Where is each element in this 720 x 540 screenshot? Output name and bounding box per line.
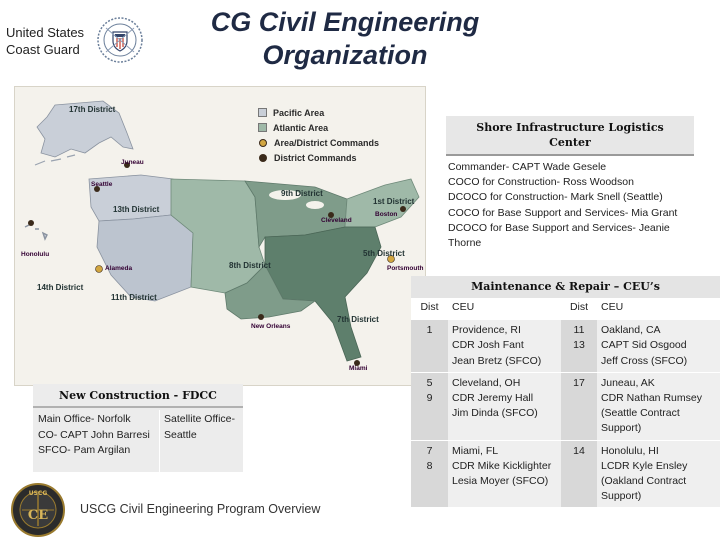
- table-row: [411, 372, 720, 440]
- nc-line: CO- CAPT John Barresi: [38, 428, 150, 441]
- district-label-17: 17th District: [69, 105, 116, 114]
- district-label-14: 14th District: [37, 283, 84, 292]
- shore-title-line-2: Center: [549, 136, 591, 149]
- ceu-cell: [597, 320, 720, 372]
- legend-label: District Commands: [274, 152, 357, 163]
- district-label-5: 5th District: [363, 249, 405, 258]
- map-legend: [258, 105, 423, 165]
- legend-label: Area/District Commands: [274, 137, 380, 148]
- column-header-dist: Dist: [561, 298, 597, 319]
- district-map: [14, 86, 426, 386]
- dist-value: 11 13: [573, 324, 585, 352]
- shore-staff-line: Commander- CAPT Wade Gesele: [448, 161, 607, 173]
- city-label-seattle: Seattle: [91, 181, 113, 188]
- ceu-sfco: Lesia Moyer (SFCO): [452, 475, 549, 488]
- district-label-7: 7th District: [337, 315, 379, 324]
- ceu-commander: LCDR Kyle Ensley: [601, 459, 688, 472]
- ceu-location: Juneau, AK: [601, 376, 655, 389]
- maintenance-repair-table: [411, 298, 720, 507]
- legend-item-area-district: [258, 135, 423, 150]
- ceu-commander: CDR Jeremy Hall: [452, 392, 534, 405]
- city-label-portsmouth: Portsmouth: [387, 265, 424, 272]
- dist-cell: [561, 373, 597, 440]
- dist-value: 17: [573, 376, 585, 389]
- ceu-commander: CDR Nathan Rumsey: [601, 392, 702, 405]
- district-command-dot-icon: [259, 154, 267, 162]
- legend-item-district: [258, 150, 423, 165]
- city-label-juneau: Juneau: [121, 159, 144, 166]
- ceu-cell: [448, 373, 561, 440]
- nc-line: SFCO- Pam Argilan: [38, 444, 131, 456]
- maintenance-repair-header: Maintenance & Repair – CEU’s: [411, 276, 720, 298]
- coast-guard-seal-icon: [96, 16, 144, 64]
- city-label-miami: Miami: [349, 365, 368, 372]
- shore-title-line-1: Shore Infrastructure Logistics: [476, 121, 664, 134]
- new-construction-divider: [159, 410, 160, 472]
- district-label-9: 9th District: [281, 189, 323, 198]
- shore-infrastructure-header: [446, 116, 694, 156]
- ceu-commander: CDR Josh Fant: [452, 339, 524, 352]
- legend-item-atlantic: [258, 120, 423, 135]
- page-title: [150, 6, 540, 72]
- ceu-sfco: Jean Bretz (SFCO): [452, 354, 542, 367]
- ceu-location: Oakland, CA: [601, 324, 661, 337]
- dist-cell: [411, 441, 448, 508]
- dist-cell: [561, 320, 597, 372]
- table-row: [411, 319, 720, 372]
- district-label-11: 11th District: [111, 293, 157, 302]
- dot-new-orleans: [258, 314, 264, 320]
- page-title-line-1: CG Civil Engineering: [210, 7, 480, 37]
- ceu-location: Miami, FL: [452, 444, 499, 457]
- civil-engineering-logo-icon: [10, 482, 66, 538]
- footer-program-title: USCG Civil Engineering Program Overview: [80, 502, 321, 516]
- dist-cell: [411, 320, 448, 372]
- city-label-honolulu: Honolulu: [21, 251, 50, 258]
- dist-value: 5 9: [426, 376, 433, 405]
- new-construction-satellite-office: Satellite Office- Seattle: [164, 413, 236, 441]
- city-label-boston: Boston: [375, 211, 398, 218]
- shore-infrastructure-staff-list: [448, 160, 688, 251]
- shore-staff-line: COCO for Base Support and Services- Mia Grant: [448, 206, 678, 219]
- column-header-ceu: CEU: [448, 298, 561, 319]
- ceu-cell: [597, 373, 720, 440]
- dot-alameda: [96, 266, 103, 273]
- ceu-sfco: Jeff Cross (SFCO): [601, 354, 688, 367]
- shore-staff-line: DCOCO for Construction- Mark Snell (Seattle): [448, 191, 663, 204]
- pacific-swatch-icon: [258, 108, 267, 117]
- area-command-dot-icon: [259, 139, 267, 147]
- table-row: [411, 440, 720, 508]
- region-southwest: [97, 215, 193, 301]
- org-name-line-1: United States: [6, 25, 85, 40]
- dist-value: 7 8: [426, 444, 433, 472]
- dot-honolulu: [28, 220, 34, 226]
- dot-boston: [400, 206, 406, 212]
- ceu-cell: [448, 441, 561, 508]
- dist-cell: [411, 373, 448, 440]
- district-label-8: 8th District: [229, 261, 271, 270]
- dist-value: 1: [426, 324, 433, 337]
- org-name-line-2: Coast Guard: [6, 42, 80, 57]
- logo-center-text: CE: [27, 508, 49, 523]
- column-header-dist: Dist: [411, 298, 448, 319]
- atlantic-swatch-icon: [258, 123, 267, 132]
- legend-label: Atlantic Area: [273, 122, 329, 133]
- ceu-cell: [597, 441, 720, 508]
- city-label-alameda: Alameda: [105, 265, 133, 272]
- dist-value: 14: [573, 444, 585, 457]
- shore-staff-line: DCOCO for Base Support and Services- Jeanie Thorne: [448, 221, 670, 250]
- legend-item-pacific: [258, 105, 423, 120]
- column-header-ceu: CEU: [597, 298, 720, 319]
- ceu-cell: [448, 320, 561, 372]
- logo-top-text: USCG: [28, 490, 48, 497]
- region-hawaii: [25, 225, 47, 239]
- page-title-line-2: Organization: [262, 40, 428, 70]
- shore-staff-line: COCO for Construction- Ross Woodson: [448, 176, 634, 189]
- legend-label: Pacific Area: [273, 107, 325, 118]
- city-label-new-orleans: New Orleans: [251, 323, 291, 330]
- city-label-cleveland: Cleveland: [321, 217, 352, 224]
- district-label-1: 1st District: [373, 197, 415, 206]
- nc-line: Main Office- Norfolk: [38, 413, 131, 425]
- ceu-location: Providence, RI: [452, 324, 521, 337]
- ceu-support: (Oakland Contract Support): [601, 475, 687, 503]
- ceu-location: Cleveland, OH: [452, 376, 521, 389]
- ceu-support: (Seattle Contract Support): [601, 407, 680, 435]
- ceu-location: Honolulu, HI: [601, 444, 659, 457]
- district-label-13: 13th District: [113, 205, 160, 214]
- new-construction-main-office: [38, 412, 156, 459]
- region-southeast: [265, 227, 381, 361]
- organization-name: [6, 24, 96, 58]
- table-header-row: [411, 298, 720, 319]
- ceu-commander: CDR Mike Kicklighter: [452, 459, 552, 472]
- ceu-sfco: Jim Dinda (SFCO): [452, 407, 538, 420]
- new-construction-header: New Construction - FDCC: [33, 384, 243, 408]
- dist-cell: [561, 441, 597, 508]
- ceu-commander: CAPT Sid Osgood: [601, 339, 687, 352]
